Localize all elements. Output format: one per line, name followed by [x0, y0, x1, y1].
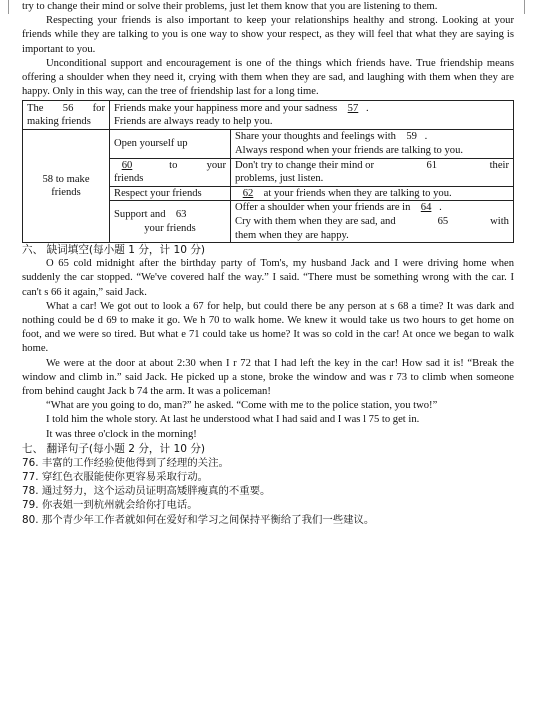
crop-mark-right [524, 0, 525, 14]
translation-item-78: 78. 通过努力，这个运动员证明高矮胖瘦真的不重要。 [22, 485, 271, 498]
blank-64: 64 [420, 202, 432, 214]
table-cell-title: The 56 for making friends [23, 101, 110, 130]
table-cell-60-content: Don't try to change their mind or 61 their problems, just listen. [231, 158, 514, 186]
blank-58: 58 [42, 173, 54, 185]
summary-table [22, 100, 514, 243]
table-cell-support-label: Support and 63 your friends [110, 201, 231, 243]
table-cell-respect-label: Respect your friends [110, 186, 231, 201]
translation-item-77: 77. 穿红色衣服能使你更容易采取行动。 [22, 471, 209, 484]
passage-paragraph-3: Unconditional support and encouragement is one of the things which friends have. True friendship means offering a shoulder when they need it, crying with them when they are sad, and laughing with them when they are happy. Only in this way, can the tree of friendship last for a long time. [22, 57, 514, 98]
cloze-paragraph-3: We were at the door at about 2:30 when I r 72 that I had left the key in the car! How sad it is! “Break the window and climb in.” said Jack. He picked up a stone, broke the window and was r 73 to climb when someone from behind caught Jack b 74 the arm. It was a policeman! [22, 357, 514, 397]
cloze-paragraph-1: O 65 cold midnight after the birthday party of Tom's, my husband Jack and I were driving home when suddenly the car stopped. “We've covered half the way.” I said. “There must be something wrong with the car. I can't s 66 it again,” said Jack. [22, 258, 514, 298]
crop-mark-left [8, 0, 9, 14]
translation-item-76: 76. 丰富的工作经验使他得到了经理的关注。 [22, 456, 229, 469]
blank-59: 59 [406, 131, 417, 143]
table-cell-friends-make: Friends make your happiness more and your sadness 57 . Friends are always ready to help you. [110, 101, 514, 130]
section-6-heading: 六、 缺词填空(每小题 1 分，计 10 分) [22, 244, 206, 257]
blank-62: 62 [242, 187, 254, 199]
table-cell-58: 58 to make friends [23, 130, 110, 243]
blank-56: 56 [62, 102, 74, 114]
cloze-paragraph-6: It was three o'clock in the morning! [46, 428, 197, 440]
table-cell-respect-content: 62 at your friends when they are talking to you. [231, 186, 514, 201]
blank-61: 61 [426, 159, 438, 171]
table-cell-support-content: Offer a shoulder when your friends are in 64 . Cry with them when they are sad, and 65 with them when they are happy. [231, 201, 514, 243]
cloze-paragraph-5: I told him the whole story. At last he understood what I had said and I was l 75 to get in. [46, 414, 420, 426]
blank-65: 65 [437, 215, 449, 227]
table-cell-60-label: 60 to your friends [110, 158, 231, 186]
translation-item-79: 79. 你表姐一到杭州就会给你打电话。 [22, 499, 198, 512]
passage-paragraph-1: try to change their mind or solve their problems, just let them know that you are listening to them. [22, 1, 438, 12]
cloze-paragraph-2: What a car! We got out to look a 67 for help, but could there be any person at s 68 a time? It was dark and nothing could be d 69 to make it go. We h 70 to walk home. We knew it would take us two hours to get home on foot, and we were so tired. But what e 71 could take us home? It was so cold in the car! At once we began to walk home. [22, 300, 514, 355]
section-7-heading: 七、 翻译句子(每小题 2 分，计 10 分) [22, 442, 206, 455]
blank-63: 63 [175, 209, 187, 221]
passage-paragraph-2: Respecting your friends is also important to keep your relationships healthy and strong. Looking at your friends while they are talking to you is one way to show your respect, as they will feel that what they are saying is important to you. [22, 15, 514, 55]
cloze-paragraph-4: “What are you going to do, man?” he asked. “Come with me to the police station, you two!” [46, 400, 438, 412]
translation-item-80: 80. 那个青少年工作者就如何在爱好和学习之间保持平衡给了我们一些建议。 [22, 513, 375, 526]
blank-60: 60 [121, 159, 133, 171]
table-cell-open-content: Share your thoughts and feelings with 59 . Always respond when your friends are talking to you. [231, 130, 514, 158]
blank-57: 57 [347, 102, 359, 114]
document-page [22, 0, 514, 527]
table-cell-open-label: Open yourself up [110, 130, 231, 158]
